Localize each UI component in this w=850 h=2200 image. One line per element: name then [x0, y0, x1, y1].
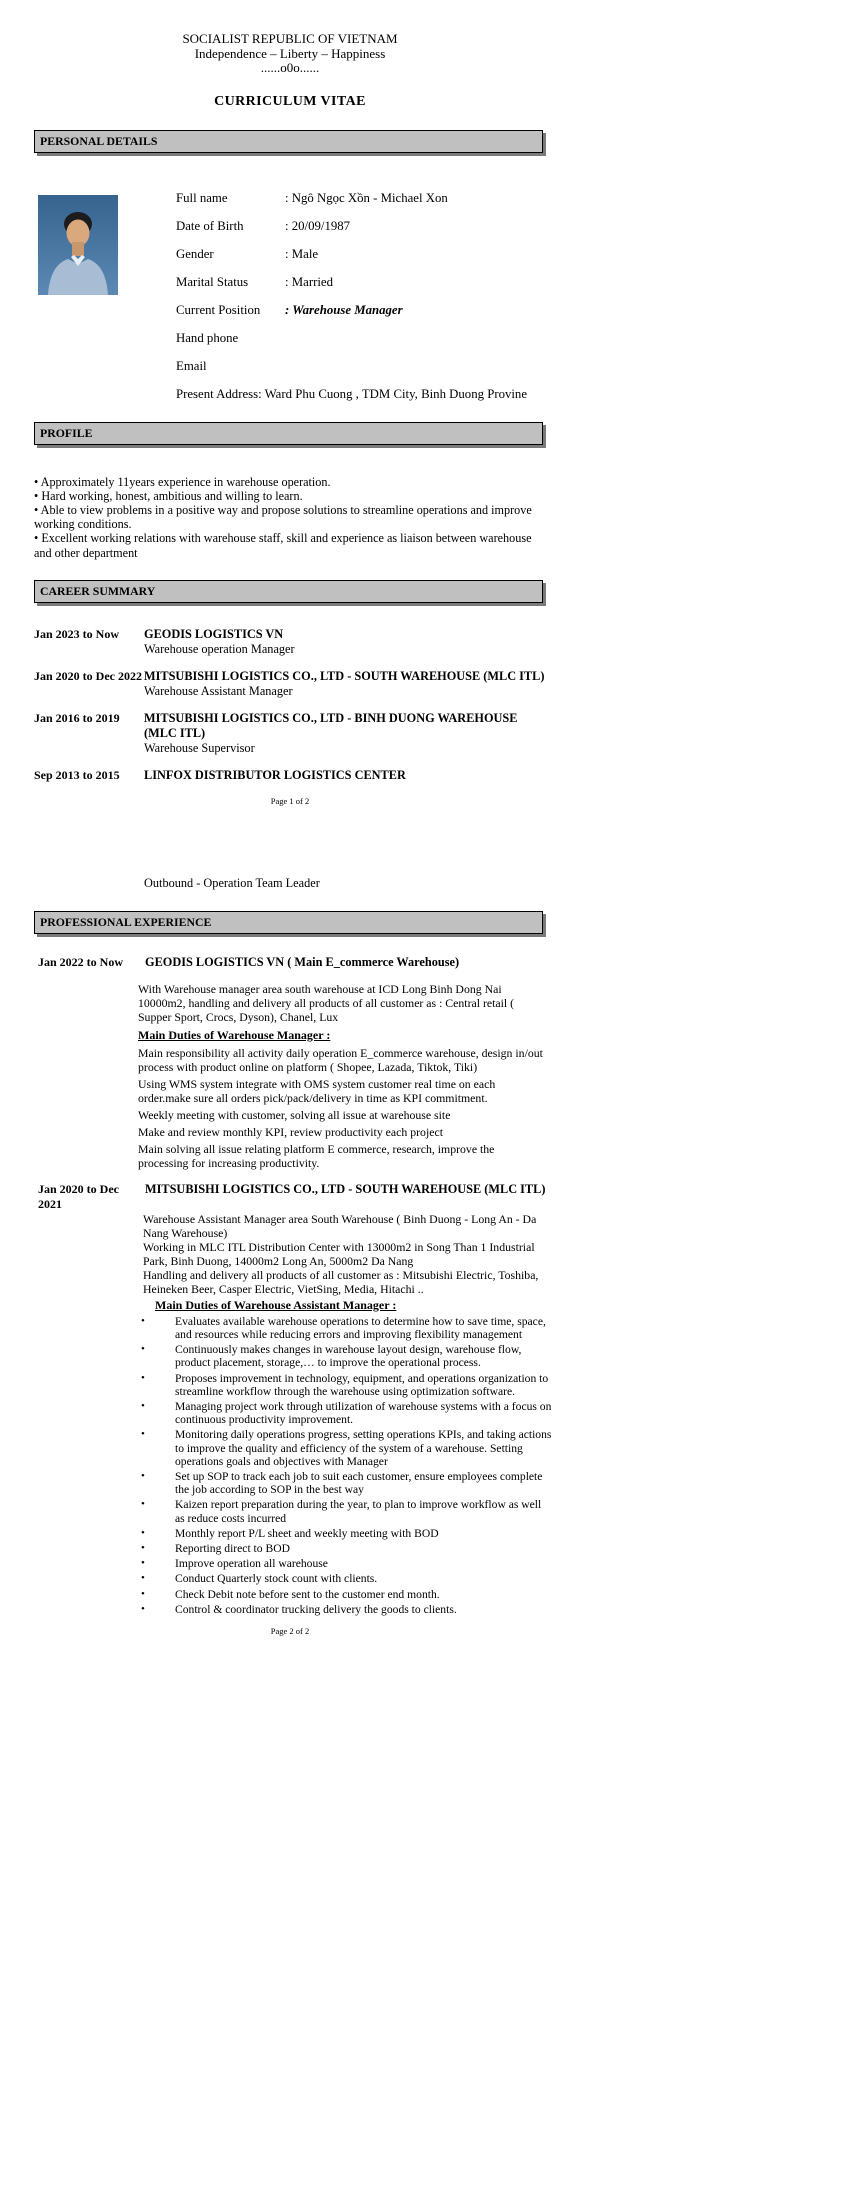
national-title: SOCIALIST REPUBLIC OF VIETNAM	[182, 31, 398, 46]
experience-paragraph: Working in MLC ITL Distribution Center with 13000m2 in Song Than 1 Industrial Park, Binh Duong, 14000m2 Long An, 5000m2 Da Nang	[143, 1239, 535, 1268]
profile-bullet: • Able to view problems in a positive way and propose solutions to streamline operations and improve working conditions.	[34, 502, 532, 532]
section-label-career-summary: CAREER SUMMARY	[40, 583, 156, 598]
experience-intro-paragraph: With Warehouse manager area south warehouse at ICD Long Binh Dong Nai 10000m2, handling and delivery all products of all customer as : Central retail ( Supper Sport, Crocs, Dyson), Chanel, Lux	[138, 981, 515, 1024]
experience-paragraph: Handling and delivery all products of all customer as : Mitsubishi Electric, Toshiba, Heineken Beer, Casper Electric, VietSing, Media, Hitachi ..	[143, 1267, 539, 1296]
cv-content	[34, 0, 552, 1636]
duties-bullet-list	[138, 1315, 552, 1616]
career-company: MITSUBISHI LOGISTICS CO., LTD - BINH DUONG WAREHOUSE (MLC ITL)	[144, 710, 518, 740]
field-hand-phone	[176, 331, 527, 346]
profile-summary	[34, 475, 544, 560]
field-current-position	[176, 303, 527, 318]
field-full-name	[176, 191, 527, 206]
section-label-profile: PROFILE	[40, 425, 93, 440]
field-marital-status	[176, 275, 527, 290]
field-value: : Warehouse Manager	[285, 302, 403, 317]
career-entry	[34, 627, 546, 657]
profile-bullet: • Excellent working relations with warehouse staff, skill and experience as liaison between warehouse and other department	[34, 531, 532, 560]
personal-details-block	[34, 191, 546, 402]
career-period: Jan 2016 to 2019	[34, 710, 120, 725]
field-value: : 20/09/1987	[285, 218, 351, 233]
duty-bullet: • Control & coordinator trucking delivery the goods to clients.	[138, 1603, 552, 1616]
field-label: Hand phone	[176, 330, 239, 345]
duty-bullet: • Conduct Quarterly stock count with clients.	[138, 1572, 552, 1585]
career-company: MITSUBISHI LOGISTICS CO., LTD - SOUTH WAREHOUSE (MLC ITL)	[144, 668, 545, 683]
career-period: Jan 2020 to Dec 2022	[34, 668, 142, 683]
duty-bullet: • Proposes improvement in technology, equipment, and operations organization to streamline workflow through the warehouse using optimization software.	[138, 1372, 552, 1398]
experience-paragraph: Main responsibility all activity daily operation E_commerce warehouse, design in/out process with product online on platform ( Shopee, Lazada, Tiktok, Tiki)	[138, 1045, 543, 1074]
experience-paragraph: Main solving all issue relating platform E commerce, research, improve the processing for increasing productivity.	[138, 1141, 495, 1170]
duty-bullet: • Check Debit note before sent to the customer end month.	[138, 1588, 552, 1601]
duties-heading-job2: Main Duties of Warehouse Assistant Manager :	[155, 1297, 397, 1312]
duty-bullet: • Monitoring daily operations progress, setting operations KPIs, and taking actions to improve the quality and efficiency of the system of a warehouse. Setting operations goals and objectives with Manager	[138, 1428, 552, 1468]
career-role-continuation: Outbound - Operation Team Leader	[144, 875, 320, 890]
experience-company: GEODIS LOGISTICS VN ( Main E_commerce Warehouse)	[145, 954, 460, 969]
duty-bullet: • Evaluates available warehouse operations to determine how to save time, space, and resources while reducing errors and improving flexibility management	[138, 1315, 552, 1341]
career-entry	[34, 768, 546, 783]
profile-photo	[38, 195, 118, 295]
career-company: GEODIS LOGISTICS VN	[144, 626, 284, 641]
field-label: Date of Birth	[176, 218, 244, 233]
career-period: Jan 2023 to Now	[34, 626, 120, 641]
career-entry	[34, 669, 546, 699]
present-address: Present Address: Ward Phu Cuong , TDM City, Binh Duong Provine	[176, 386, 528, 401]
career-role: Warehouse operation Manager	[144, 641, 295, 656]
field-value: : Married	[285, 274, 333, 289]
field-label: Marital Status	[176, 274, 249, 289]
field-value: : Male	[285, 246, 319, 261]
field-value: : Ngô Ngọc Xồn - Michael Xon	[285, 190, 448, 205]
experience-company: MITSUBISHI LOGISTICS CO., LTD - SOUTH WAREHOUSE (MLC ITL)	[145, 1181, 546, 1196]
experience-paragraph: Using WMS system integrate with OMS system customer real time on each order.make sure all orders pick/pack/delivery in time as KPI commitment.	[138, 1076, 496, 1105]
national-header	[34, 0, 546, 76]
career-role: Warehouse Supervisor	[144, 740, 255, 755]
section-header-personal-details	[34, 130, 543, 153]
document-title: CURRICULUM VITAE	[214, 93, 366, 109]
career-period: Sep 2013 to 2015	[34, 767, 120, 782]
page-2-footer: Page 2 of 2	[270, 1625, 310, 1636]
experience-period: Jan 2020 to Dec 2021	[38, 1181, 119, 1211]
field-label: Email	[176, 358, 207, 373]
career-company: LINFOX DISTRIBUTOR LOGISTICS CENTER	[144, 767, 406, 782]
section-header-profile	[34, 422, 543, 445]
field-label: Gender	[176, 246, 214, 261]
duties-heading-job1: Main Duties of Warehouse Manager :	[138, 1027, 331, 1042]
field-label: Current Position	[176, 302, 261, 317]
career-entry	[34, 711, 546, 756]
duty-bullet: • Kaizen report preparation during the year, to plan to improve workflow as well as reduce costs incurred	[138, 1498, 552, 1524]
ornament-divider: ......o0o......	[260, 60, 320, 75]
profile-photo-image	[38, 195, 118, 295]
page-1-footer: Page 1 of 2	[270, 795, 310, 806]
duty-bullet: • Reporting direct to BOD	[138, 1542, 552, 1555]
field-date-of-birth	[176, 219, 527, 234]
duty-bullet: • Monthly report P/L sheet and weekly meeting with BOD	[138, 1527, 552, 1540]
experience-paragraph: Make and review monthly KPI, review productivity each project	[138, 1124, 443, 1139]
career-summary-list	[34, 627, 546, 783]
field-email	[176, 359, 527, 374]
duty-bullet: • Managing project work through utilization of warehouse systems with a focus on continuous productivity improvement.	[138, 1400, 552, 1426]
section-header-professional-experience	[34, 911, 543, 934]
field-gender	[176, 247, 527, 262]
experience-paragraph: Warehouse Assistant Manager area South Warehouse ( Binh Duong - Long An - Da Nang Warehouse)	[143, 1211, 537, 1240]
field-label: Full name	[176, 190, 228, 205]
duty-bullet: • Improve operation all warehouse	[138, 1557, 552, 1570]
experience-job1-heading	[34, 955, 546, 970]
national-motto: Independence – Liberty – Happiness	[194, 45, 386, 61]
section-header-career-summary	[34, 580, 543, 603]
section-label-professional-experience: PROFESSIONAL EXPERIENCE	[40, 914, 212, 929]
personal-fields	[176, 191, 527, 402]
profile-bullet: • Hard working, honest, ambitious and willing to learn.	[34, 488, 303, 503]
experience-job2-heading	[34, 1182, 546, 1212]
experience-period: Jan 2022 to Now	[38, 954, 124, 969]
career-role: Warehouse Assistant Manager	[144, 683, 293, 698]
duty-bullet: • Continuously makes changes in warehouse layout design, warehouse flow, product placement, storage,… to improve the operational process.	[138, 1343, 552, 1369]
duty-bullet: • Set up SOP to track each job to suit each customer, ensure employees complete the job according to SOP in the best way	[138, 1470, 552, 1496]
profile-bullet: • Approximately 11years experience in warehouse operation.	[34, 474, 331, 489]
section-label-personal-details: PERSONAL DETAILS	[40, 133, 158, 148]
experience-paragraph: Weekly meeting with customer, solving all issue at warehouse site	[138, 1107, 451, 1122]
